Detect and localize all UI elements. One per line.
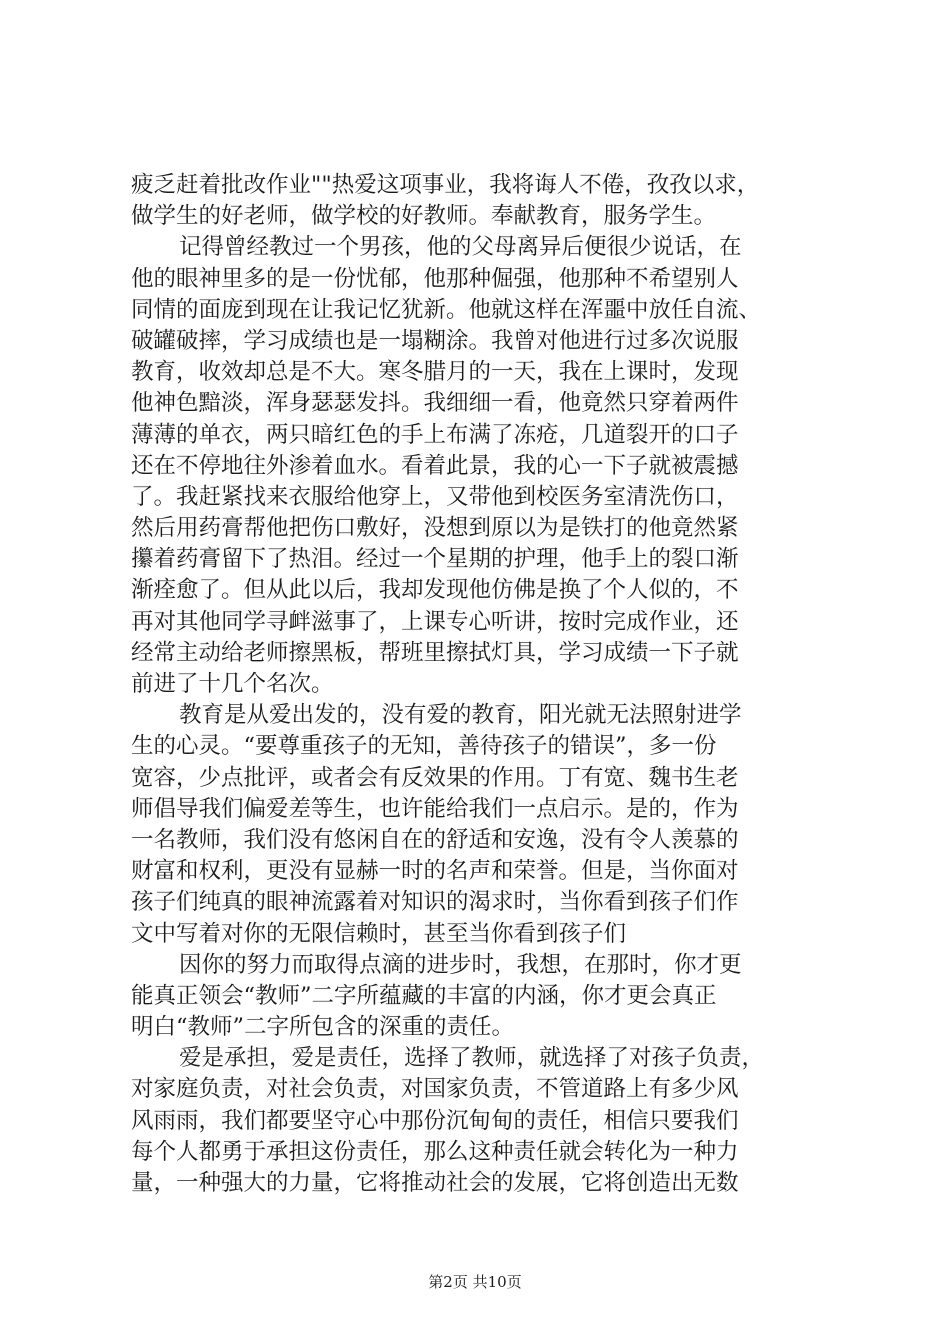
paragraph-3 bbox=[131, 700, 843, 950]
text-line: 教育是从爱出发的，没有爱的教育，阳光就无法照射进学 bbox=[179, 702, 742, 729]
text-line: 破罐破摔，学习成绩也是一塌糊涂。我曾对他进行过多次说服 bbox=[131, 327, 739, 354]
text-line: 薄薄的单衣，两只暗红色的手上布满了冻疮，几道裂开的口子 bbox=[131, 421, 739, 448]
text-line: 明白“教师”二字所包含的深重的责任。 bbox=[131, 1014, 515, 1041]
text-line: 同情的面庞到现在让我记忆犹新。他就这样在浑噩中放任自流、 bbox=[131, 296, 762, 323]
text-line: 每个人都勇于承担这份责任，那么这种责任就会转化为一种力 bbox=[131, 1138, 739, 1165]
paragraph-2 bbox=[131, 232, 843, 700]
text-line: 渐痊愈了。但从此以后，我却发现他仿佛是换了个人似的，不 bbox=[131, 577, 739, 604]
text-line: 师倡导我们偏爱差等生，也许能给我们一点启示。是的，作为 bbox=[131, 795, 739, 822]
text-line: 他神色黯淡，浑身瑟瑟发抖。我细细一看，他竟然只穿着两件 bbox=[131, 390, 739, 417]
text-line: 还在不停地往外渗着血水。看着此景，我的心一下子就被震撼 bbox=[131, 452, 739, 479]
text-line: 了。我赶紧找来衣服给他穿上，又带他到校医务室清洗伤口， bbox=[131, 483, 739, 510]
text-line: 前进了十几个名次。 bbox=[131, 671, 334, 697]
text-line: 他的眼神里多的是一份忧郁，他那种倔强，他那种不希望别人 bbox=[131, 265, 739, 292]
text-line: 一名教师，我们没有悠闲自在的舒适和安逸，没有令人羡慕的 bbox=[131, 826, 739, 853]
text-line: 量，一种强大的力量，它将推动社会的发展，它将创造出无数 bbox=[131, 1170, 739, 1196]
text-line: 做学生的好老师，做学校的好教师。奉献教育，服务学生。 bbox=[131, 203, 717, 230]
text-line: 生的心灵。“要尊重孩子的无知，善待孩子的错误”，多一份 bbox=[131, 733, 717, 760]
page-number-footer: 第2页 共10页 bbox=[428, 1273, 522, 1291]
text-line: 财富和权利，更没有显赫一时的名声和荣誉。但是，当你面对 bbox=[131, 858, 739, 885]
text-line: 疲乏赶着批改作业""热爱这项事业，我将诲人不倦，孜孜以求， bbox=[131, 172, 760, 198]
paragraph-1 bbox=[131, 170, 843, 232]
paragraph-4 bbox=[131, 950, 843, 1044]
text-line: 文中写着对你的无限信赖时，甚至当你看到孩子们 bbox=[131, 920, 627, 947]
document-body bbox=[131, 170, 843, 1199]
text-line: 经常主动给老师擦黑板，帮班里擦拭灯具，学习成绩一下子就 bbox=[131, 639, 739, 666]
text-line: 风雨雨，我们都要坚守心中那份沉甸甸的责任，相信只要我们 bbox=[131, 1107, 739, 1134]
text-line: 因你的努力而取得点滴的进步时，我想，在那时，你才更 bbox=[179, 951, 742, 978]
text-line: 宽容，少点批评，或者会有反效果的作用。丁有宽、魏书生老 bbox=[131, 764, 739, 791]
text-line: 教育，收效却总是不大。寒冬腊月的一天，我在上课时，发现 bbox=[131, 359, 739, 386]
text-line: 然后用药膏帮他把伤口敷好，没想到原以为是铁打的他竟然紧 bbox=[131, 515, 739, 542]
text-line: 记得曾经教过一个男孩，他的父母离异后便很少说话，在 bbox=[179, 234, 742, 261]
text-line: 对家庭负责，对社会负责，对国家负责，不管道路上有多少风 bbox=[131, 1076, 739, 1103]
paragraph-5 bbox=[131, 1043, 843, 1199]
text-line: 能真正领会“教师”二字所蕴藏的丰富的内涵，你才更会真正 bbox=[131, 982, 717, 1009]
text-line: 爱是承担，爱是责任，选择了教师，就选择了对孩子负责， bbox=[179, 1045, 765, 1072]
text-line: 攥着药膏留下了热泪。经过一个星期的护理，他手上的裂口渐 bbox=[131, 546, 739, 573]
text-line: 再对其他同学寻衅滋事了，上课专心听讲，按时完成作业，还 bbox=[131, 608, 739, 635]
text-line: 孩子们纯真的眼神流露着对知识的渴求时，当你看到孩子们作 bbox=[131, 889, 739, 916]
